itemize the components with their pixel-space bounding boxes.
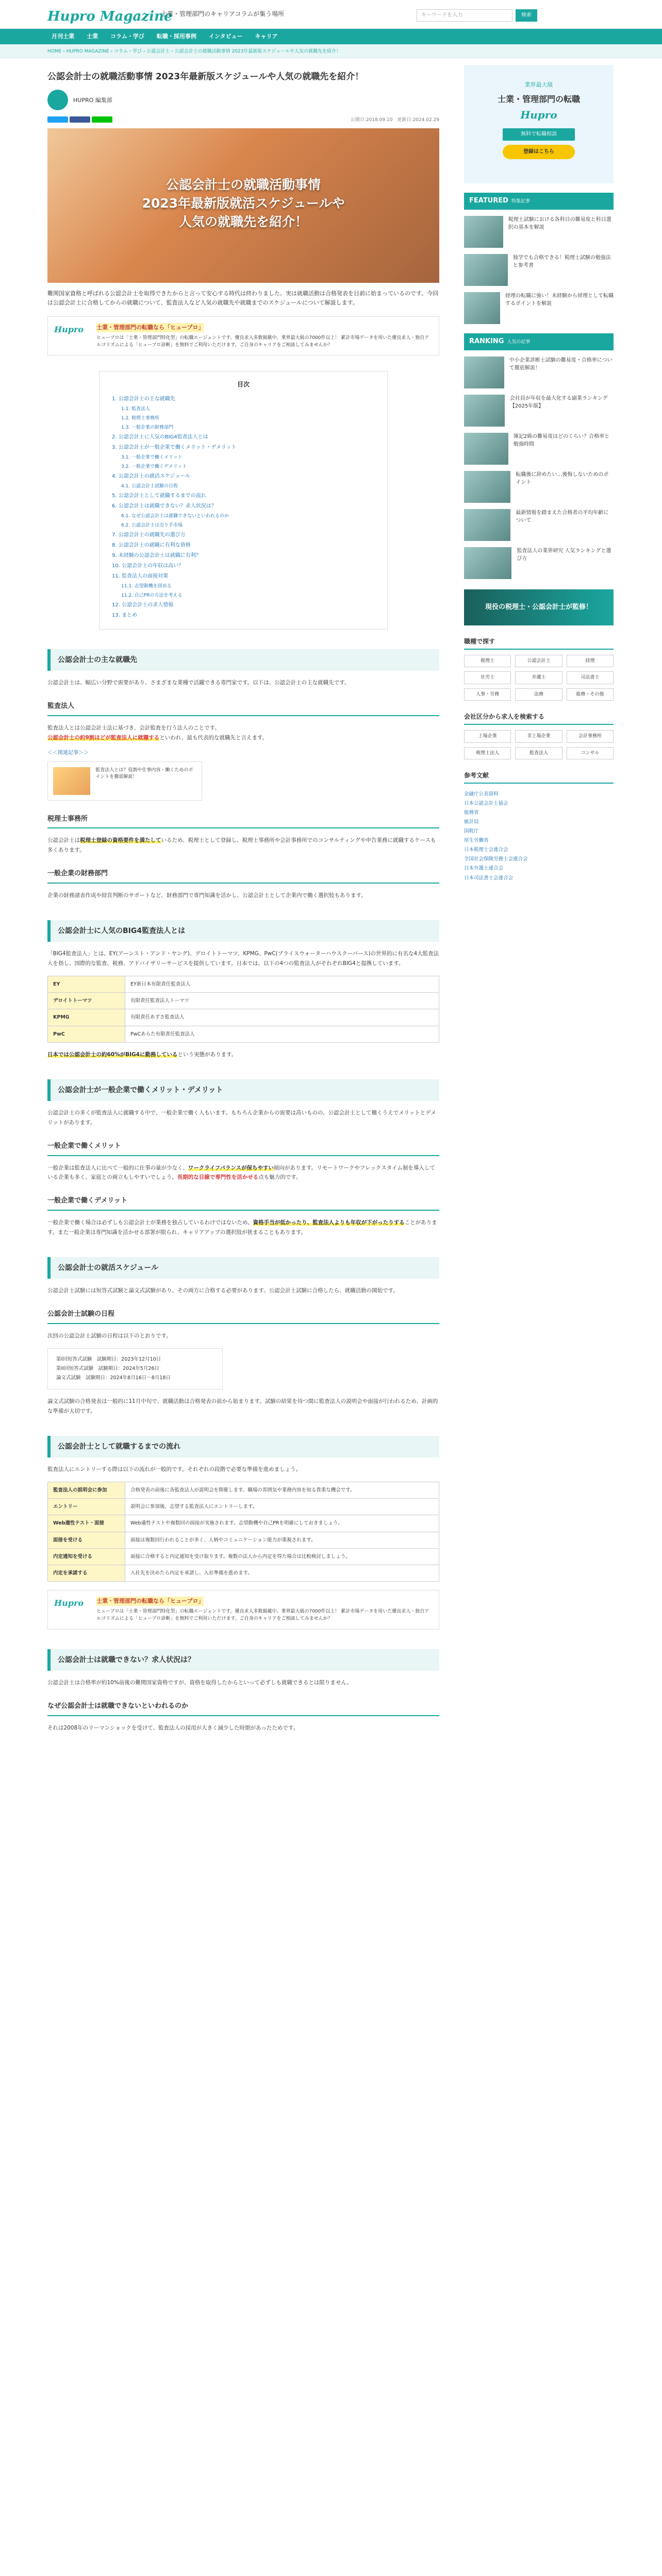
toc-item[interactable]: 1.2. 税理士事務所 <box>121 415 160 421</box>
section-heading: 公認会計士の就活スケジュール <box>47 1257 439 1279</box>
related-thumb <box>53 767 90 795</box>
table-key: 内定通知を受ける <box>48 1548 125 1565</box>
table-row <box>48 1499 439 1515</box>
references-label: 参考文献 <box>464 771 614 784</box>
reference-link[interactable]: 総務省 <box>464 810 479 816</box>
reference-link[interactable]: 統計局 <box>464 819 479 825</box>
nav-item-0[interactable]: 月刊士業 <box>52 33 74 40</box>
banner-eyebrow: 業界最大級 <box>524 81 553 88</box>
search-button[interactable]: 検索 <box>516 9 537 22</box>
hero-image <box>47 128 439 283</box>
author-row <box>47 90 439 110</box>
ranking-title: 監査法人の業界研究 人気ランキングと選び方 <box>517 548 611 562</box>
featured-title: 税理士試験における各科目の難易度と科目選択の基本を解説 <box>508 216 611 230</box>
toc-item[interactable]: 6. 公認会計士は就職できない？求人状況は？ <box>112 503 217 509</box>
table-row <box>48 1482 439 1499</box>
featured-thumb <box>464 254 508 286</box>
subsection-heading: 一般企業で働くメリット <box>47 1141 439 1156</box>
table-key: Web適性テスト・面接 <box>48 1515 125 1532</box>
ranking-title: 簿記2級の難易度はどのくらい？合格率と勉強時間 <box>513 433 610 447</box>
article-title: 公認会計士の就職活動事情 2023年最新版スケジュールや人気の就職先を紹介！ <box>47 72 364 82</box>
featured-item[interactable] <box>464 292 614 324</box>
hero-line: 公認会計士の就職活動事情 <box>166 177 321 192</box>
paragraph: それは2008年のリーマンショックを受けて、監査法人の採用が大きく減少した時期があったためです。 <box>47 1724 299 1731</box>
reference-link[interactable]: 金融庁公表資料 <box>464 791 499 798</box>
paragraph: 公認会計士は合格率が約10%前後の難関国家資格ですが、資格を取得したからといって必ずしも就職できるとは限りません。 <box>47 1680 352 1686</box>
ranking-thumb <box>464 433 508 465</box>
ranking-thumb <box>464 509 510 541</box>
reference-link[interactable]: 日本弁護士連合会 <box>464 866 504 872</box>
author-name[interactable]: HUPRO 編集部 <box>73 96 112 104</box>
main-nav <box>0 29 662 44</box>
job-button[interactable]: 経理 <box>567 655 614 667</box>
related-card-title: 監査法人とは？役割や仕事内容・働くためのポイントを徹底解説！ <box>95 767 193 780</box>
toc-item[interactable]: 11.2. 自己PRの方法を考える <box>121 592 183 598</box>
table-key: 内定を承諾する <box>48 1565 125 1582</box>
job-search-label: 職種で探す <box>464 637 614 650</box>
promo-box[interactable] <box>47 1590 439 1629</box>
featured-thumb <box>464 292 500 324</box>
toc-item[interactable]: 1. 公認会計士の主な就職先 <box>112 396 175 402</box>
subsection-heading: 一般企業の財務部門 <box>47 869 439 884</box>
company-type-button[interactable]: 監査法人 <box>515 747 562 759</box>
featured-title: 経理の転職に強い！未経験から経理として転職するポイントを解説 <box>505 293 614 307</box>
promo-logo: Hupro <box>54 1598 84 1608</box>
table-of-contents <box>99 371 388 629</box>
top-bar <box>0 0 662 29</box>
schedule-line: 第I回短答式試験 試験期日：2023年12月10日 <box>56 1356 161 1362</box>
table-value: 有限責任あずさ監査法人 <box>125 1009 439 1026</box>
ranking-thumb <box>464 357 504 388</box>
table-row <box>48 1565 439 1582</box>
schedule-line: 論文式試験 試験期日：2024年8月16日〜8月18日 <box>56 1375 171 1381</box>
paragraph: 一般企業で働く場合は必ずしも公認会計士が業務を独占しているわけではないため、資格手当が低かったり、監査法人よりも年収が下がったりすることがあります。また一般企業は専門知識を活かせる部署が限られ、キャリアアップの選択肢が狭まることもあります。 <box>47 1219 437 1236</box>
toc-item[interactable]: 12. 公認会計士の求人情報 <box>112 602 174 608</box>
table-value: 入社先を決めたら内定を承諾し、入社準備を進めます。 <box>125 1565 439 1582</box>
job-button[interactable]: 税理士 <box>464 655 511 667</box>
share-line-icon[interactable] <box>92 116 112 123</box>
section-heading: 公認会計士に人気のBIG4監査法人とは <box>47 920 439 942</box>
ranking-item[interactable] <box>464 357 614 388</box>
table-value: 合格発表の前後に各監査法人が説明会を開催します。職場の雰囲気や業務内容を知る貴重な機会です。 <box>125 1482 439 1499</box>
ranking-title: 最新情報を踏まえた合格者の平均年齢について <box>516 510 609 523</box>
reference-link[interactable]: 厚生労働省 <box>464 838 489 844</box>
table-value: 面接は複数回行われることが多く、人柄やコミュニケーション能力が重視されます。 <box>125 1532 439 1548</box>
paragraph: 監査法人にエントリーする際は以下の流れが一般的です。それぞれの段階で必要な準備を進めましょう。 <box>47 1466 302 1473</box>
paragraph: 公認会計士試験には短答式試験と論文式試験があり、その両方に合格する必要があります。公認会計士試験に合格したら、就職活動の開始です。 <box>47 1287 399 1294</box>
job-button[interactable]: 社労士 <box>464 671 511 684</box>
reference-link[interactable]: 全国社会保険労務士会連合会 <box>464 856 528 862</box>
promo-title[interactable]: 士業・管理部門の転職なら「ヒュープロ」 <box>96 323 204 332</box>
ranking-thumb <box>464 395 505 427</box>
highlight-text: 公認会計士の約9割ほどが監査法人に就職する <box>47 734 160 741</box>
ranking-title: 会社員が年収を最大化する副業ランキング【2025年版】 <box>509 395 608 409</box>
banner-title: 士業・管理部門の転職 <box>497 94 580 104</box>
paragraph: 企業の財務諸表作成や経営判断のサポートなど、財務部門で専門知識を活かし、公認会計士として企業内で働く選択肢もあります。 <box>47 892 367 899</box>
paragraph: 日本では公認会計士の約60%がBIG4に勤務しているという実態があります。 <box>47 1051 237 1058</box>
toc-item[interactable]: 1.3. 一般企業の財務部門 <box>121 425 174 430</box>
table-value: 説明会に参加後、志望する監査法人にエントリーします。 <box>125 1499 439 1515</box>
article-main <box>47 65 439 1733</box>
ranking-item[interactable] <box>464 395 614 427</box>
company-type-button[interactable]: 非上場企業 <box>515 730 562 742</box>
toc-item[interactable]: 13. まとめ <box>112 612 138 618</box>
table-value: EY新日本有限責任監査法人 <box>125 976 439 992</box>
share-facebook-icon[interactable] <box>70 116 90 123</box>
reference-link[interactable]: 日本税理士会連合会 <box>464 847 508 853</box>
ranking-title: 転職後に辞めたい…後悔しないためのポイント <box>516 471 609 485</box>
toc-item[interactable]: 7. 公認会計士の就職先の選び方 <box>112 532 186 538</box>
table-row <box>48 1548 439 1565</box>
table-row <box>48 1026 439 1042</box>
table-value: PwCあらた有限責任監査法人 <box>125 1026 439 1042</box>
toc-item[interactable]: 8. 公認会計士の就職に有利な資格 <box>112 542 191 548</box>
intro-text: 難関国家資格と呼ばれる公認会計士を取得できたからと言って安心する時代は終わりました。実は就職活動は合格発表を目前に始まっているのです。今回は公認会計士に合格してからの就職について、監査法人など人気の就職先や就職までのスケジュールについて解説します。 <box>47 290 439 307</box>
ranking-thumb <box>464 471 510 503</box>
toc-item[interactable]: 11. 監査法人の面接対策 <box>112 573 169 579</box>
banner-register-button[interactable]: 登録はこちら <box>503 145 575 159</box>
highlight-text: 日本では公認会計士の約60%がBIG4に勤務している <box>47 1051 178 1058</box>
toc-item[interactable]: 6.1. なぜ公認会計士は就職できないといわれるのか <box>121 513 229 519</box>
featured-item[interactable] <box>464 254 614 286</box>
big4-table <box>47 976 439 1043</box>
company-search-label: 会社区分から求人を検索する <box>464 712 614 725</box>
author-avatar <box>47 90 68 110</box>
ranking-label: RANKING 人気の記事 <box>464 333 614 350</box>
toc-item[interactable]: 1.1. 監査法人 <box>121 406 151 412</box>
subsection-heading: 公認会計士試験の日程 <box>47 1309 439 1324</box>
table-value: 有限責任監査法人トーマツ <box>125 993 439 1009</box>
related-card[interactable] <box>47 761 202 801</box>
promo-text: ヒュープロは「士業・管理部門特化型」の転職エージェントです。優良求人多数掲載中。業界最大級の7000件以上！ 累計市場データを用いた優良求人・独自アルゴリズムによる「ヒュープロ診断」を無料でご利用いただけます。ご自身のキャリアをご相談してみませんか？ <box>96 1608 429 1622</box>
site-tagline: 士業・管理部門のキャリアコラムが集う場所 <box>161 10 285 18</box>
section-heading: 公認会計士として就職するまでの流れ <box>47 1436 439 1458</box>
hero-line: 2023年最新版就活スケジュールや <box>142 195 345 211</box>
promo-logo: Hupro <box>54 325 84 335</box>
toc-item[interactable]: 10. 公認会計士の年収は高い？ <box>112 563 184 569</box>
toc-item[interactable]: 4. 公認会計士の就活スケジュール <box>112 473 191 479</box>
banner-consult-button[interactable]: 無料で転職相談 <box>503 128 575 141</box>
featured-label: FEATURED 特集記事 <box>464 193 614 210</box>
table-row <box>48 976 439 992</box>
banner-logo: Hupro <box>520 109 557 122</box>
toc-item[interactable]: 3.2. 一般企業で働くデメリット <box>121 464 187 469</box>
schedule-box <box>47 1348 223 1389</box>
ranking-title: 中小企業診断士試験の難易度・合格率について徹底解説！ <box>509 357 613 371</box>
paragraph: 公認会計士の多くが監査法人に就職する中で、一般企業で働く人もいます。もちろん企業からの需要は高いものの、公認会計士として働くうえでメリットとデメリットがあります。 <box>47 1110 436 1126</box>
table-key: 監査法人の説明会に参加 <box>48 1482 125 1499</box>
share-buttons <box>47 116 112 124</box>
promo-text: ヒュープロは「士業・管理部門特化型」の転職エージェントです。優良求人多数掲載中。業界最大級の7000件以上！ 累計市場データを用いた優良求人・独自アルゴリズムによる「ヒュープロ診断」を無料でご利用いただけます。ご自身のキャリアをご相談してみませんか？ <box>96 335 429 348</box>
job-button[interactable]: 人事・労務 <box>464 688 511 701</box>
nav-item-1[interactable]: 士業 <box>87 33 98 40</box>
table-value: Web適性テストや複数回の面接が実施されます。志望動機や自己PRを明確にしておきましょう。 <box>125 1515 439 1532</box>
company-type-button[interactable]: 税理士法人 <box>464 747 511 759</box>
job-button[interactable]: 司法書士 <box>567 671 614 684</box>
table-row <box>48 1009 439 1026</box>
toc-item[interactable]: 5. 公認会計士として就職するまでの流れ <box>112 493 206 499</box>
paragraph: 一般企業は監査法人に比べて一般的に仕事の量が少なく、ワークライフバランスが保ちやすい傾向があります。リモートワークやフレックスタイム制を導入している企業も多く、家庭との両立もしやすいでしょう。長期的な目線で専門性を活かせる点も魅力的です。 <box>47 1164 435 1181</box>
related-label: ＜＜関連記事＞＞ <box>47 750 89 756</box>
table-key: エントリー <box>48 1499 125 1515</box>
table-key: EY <box>48 976 125 992</box>
supervisor-banner[interactable]: 現役の税理士・公認会計士が監修！ <box>464 589 614 625</box>
sidebar-banner[interactable] <box>464 65 614 183</box>
ranking-item[interactable] <box>464 547 614 579</box>
company-type-button[interactable]: 会計事務所 <box>567 730 614 742</box>
reference-link[interactable]: 日本司法書士会連合会 <box>464 875 514 881</box>
ranking-thumb <box>464 547 511 579</box>
promo-box[interactable] <box>47 316 439 355</box>
reference-link[interactable]: 日本公認会計士協会 <box>464 801 508 807</box>
toc-item[interactable]: 9. 未経験の公認会計士は就職に有利？ <box>112 552 201 558</box>
ranking-item[interactable] <box>464 471 614 503</box>
section-heading: 公認会計士は就職できない？求人状況は？ <box>47 1649 439 1671</box>
paragraph: 論文式試験の合格発表は一般的に11月中旬で、就職活動は合格発表の前から始まります。試験の結果を待つ間に監査法人の説明会や面接が行われるため、計画的な準備が大切です。 <box>47 1398 438 1414</box>
paragraph: 次回の公認会計士試験の日程は以下のとおりです。 <box>47 1333 172 1340</box>
subsection-heading: 税理士事務所 <box>47 814 439 829</box>
toc-item[interactable]: 2. 公認会計士に人気のBIG4監査法人とは <box>112 434 208 440</box>
breadcrumb[interactable]: HOME › HUPRO MAGAZINE › コラム・学び › 公認会計士 › 公認会計士の就職活動事情 2023年最新版スケジュールや人気の就職先を紹介！ <box>0 44 662 59</box>
site-logo[interactable]: Hupro Magazine <box>47 9 173 24</box>
job-button[interactable]: 総務・その他 <box>567 688 614 701</box>
featured-thumb <box>464 216 503 248</box>
ranking-item[interactable] <box>464 433 614 465</box>
table-key: デロイトトーマツ <box>48 993 125 1009</box>
reference-link[interactable]: 国税庁 <box>464 828 479 835</box>
table-key: KPMG <box>48 1009 125 1026</box>
sidebar <box>464 65 614 883</box>
article-dates: 公開日:2018.09.10 更新日:2024.02.29 <box>350 117 439 123</box>
nav-item-2[interactable]: コラム・学び <box>110 33 144 40</box>
subsection-heading: 一般企業で働くデメリット <box>47 1196 439 1211</box>
hero-text <box>47 176 439 232</box>
table-key: 面接を受ける <box>48 1532 125 1548</box>
meta-row <box>47 116 439 124</box>
highlight-text: 税理士登録の資格要件を満たして <box>80 837 161 844</box>
job-button[interactable]: 法務 <box>515 688 562 701</box>
company-type-button[interactable]: コンサル <box>567 747 614 759</box>
table-row <box>48 993 439 1009</box>
featured-item[interactable] <box>464 216 614 248</box>
company-type-button[interactable]: 上場企業 <box>464 730 511 742</box>
paragraph: 「BIG4監査法人」とは、EY(アーンスト・アンド・ヤング)、デロイトトーマツ、KPMG、PwC(プライスウォーターハウスクーパース)の世界的に有名な4大監査法人を指し、国際的な監査、税務、アドバイザリーサービスを提供しています。日本では、以下の4つの監査法人がそれぞれBIG4と提携しています。 <box>47 951 439 967</box>
schedule-line: 第II回短答式試験 試験期日：2024年5月26日 <box>56 1365 159 1371</box>
nav-item-4[interactable]: インタビュー <box>208 33 243 40</box>
toc-item[interactable]: 4.1. 公認会計士試験の日程 <box>121 483 178 489</box>
ranking-item[interactable] <box>464 509 614 541</box>
toc-item[interactable]: 11.1. 志望動機を固める <box>121 583 172 589</box>
table-key: PwC <box>48 1026 125 1042</box>
nav-item-5[interactable]: キャリア <box>255 33 278 40</box>
paragraph: 監査法人とは公認会計士法に基づき、会計監査を行う法人のことです。 公認会計士の約9割ほどが監査法人に就職するといわれ、最も代表的な就職先と言えます。 <box>47 724 268 741</box>
toc-item[interactable]: 3. 公認会計士が一般企業で働くメリット・デメリット <box>112 444 237 450</box>
job-button[interactable]: 弁護士 <box>515 671 562 684</box>
table-row <box>48 1515 439 1532</box>
toc-item[interactable]: 3.1. 一般企業で働くメリット <box>121 454 183 460</box>
promo-title[interactable]: 士業・管理部門の転職なら「ヒュープロ」 <box>96 1597 204 1606</box>
table-value: 面接に合格すると内定通知を受け取ります。複数の法人から内定を得た場合は比較検討しましょう。 <box>125 1548 439 1565</box>
share-twitter-icon[interactable] <box>47 116 68 123</box>
flow-table <box>47 1482 439 1582</box>
hero-line: 人気の就職先を紹介！ <box>178 214 308 230</box>
subsection-heading: 監査法人 <box>47 701 439 716</box>
toc-item[interactable]: 6.2. 公認会計士は売り手市場 <box>121 522 183 528</box>
section-heading: 公認会計士が一般企業で働くメリット・デメリット <box>47 1079 439 1101</box>
paragraph: 公認会計士は税理士登録の資格要件を満たしているため、税理士として登録し、税理士事務所や会計事務所でのコンサルティングや申告業務に就職するケースも多くあります。 <box>47 837 436 854</box>
table-row <box>48 1532 439 1548</box>
job-button[interactable]: 公認会計士 <box>515 655 562 667</box>
section-heading: 公認会計士の主な就職先 <box>47 649 439 671</box>
subsection-heading: なぜ公認会計士は就職できないといわれるのか <box>47 1701 439 1716</box>
paragraph: 公認会計士は、幅広い分野で需要があり、さまざまな業種で活躍できる専門家です。以下は、公認会計士の主な就職先です。 <box>47 680 350 686</box>
nav-item-3[interactable]: 転職・採用事例 <box>156 33 196 40</box>
toc-title: 目次 <box>237 381 250 388</box>
featured-title: 独学でも合格できる！税理士試験の勉強法と参考書 <box>512 255 611 268</box>
search-input[interactable]: キーワードを入力 <box>417 9 512 22</box>
